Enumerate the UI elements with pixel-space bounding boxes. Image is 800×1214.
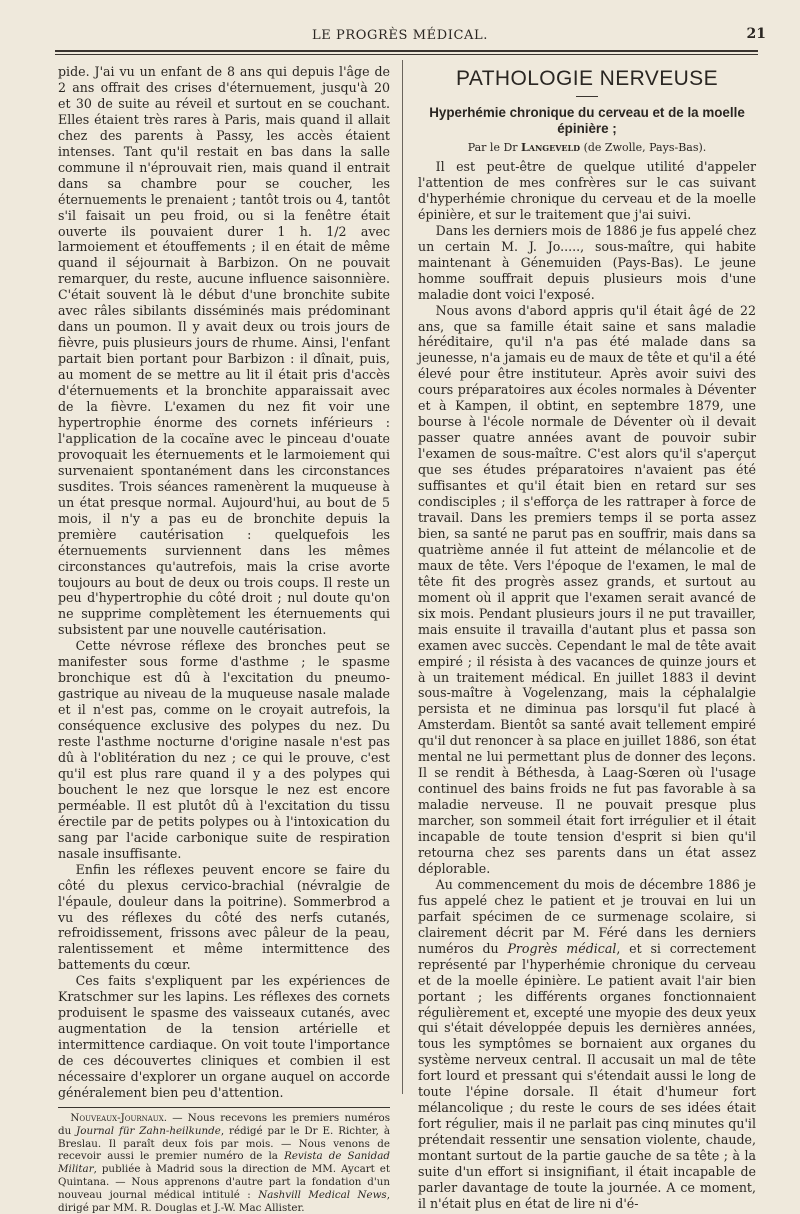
left-paragraph-3: Enfin les réflexes peuvent encore se faire du côté du plexus cervico-brachial (névralgie de l'épaule, douleur dans la poitrine). Sommerbrod a vu des réflexes du côté des nerfs cutanés, refroidissement, frissons avec pâleur de la peau, ralentissement et même intermittence des battements du cœur.	[58, 861, 390, 973]
right-paragraph-1: Il est peut-être de quelque utilité d'appeler l'attention de mes confrères sur le cas suivant d'hyperhémie chronique du cerveau et de la moelle épinière, et sur le traitement que j'ai suivi.	[418, 159, 756, 222]
notes-lead: Nouveaux-Journaux.	[70, 1111, 167, 1124]
progres-medical-ref: Progrès médical	[507, 940, 617, 956]
notes-journal-zahn: Journal für Zahn-heilkunde	[76, 1124, 221, 1137]
section-title: PATHOLOGIE NERVEUSE	[456, 67, 718, 90]
column-divider	[402, 60, 403, 1094]
title-dash	[576, 96, 598, 97]
byline-author: Langeveld	[521, 141, 581, 154]
byline-prefix: Par le Dr	[467, 141, 522, 154]
right-paragraph-4	[418, 877, 756, 1212]
page-header	[30, 28, 770, 50]
byline	[418, 140, 756, 155]
left-paragraph-1: pide. J'ai vu un enfant de 8 ans qui depuis l'âge de 2 ans offrait des crises d'éternuement, jusqu'à 20 et 30 de suite au réveil et surtout en se couchant. Elles étaient très rares à Paris, mais quand il allait chez des parents à Passy, les accès étaient intenses. Tant qu'il restait en bas dans la salle commune il n'éprouvait rien, mais quand il entrait dans sa chambre pour se coucher, les éternuements le prenaient ; tantôt trois ou 4, tantôt s'il faisait un peu froid, ou si la fenêtre était ouverte ils pouvaient durer 1 h. 1/2 avec larmoiement et étouffements ; il en était de même quand il séjournait à Barbizon. On ne pouvait remarquer, du reste, aucune influence saisonnière. C'était souvent là le début d'une bronchite subite avec râles sibilants disséminés mais prédominant dans un poumon. Il y avait deux ou trois jours de fièvre, puis plusieurs jours de rhume. Ainsi, l'enfant partait bien portant pour Barbizon : il dînait, puis, au moment de se mettre au lit il était pris d'accès d'éternuements et la bronchite apparaissait avec de la fièvre. L'examen du nez fit voir une hypertrophie énorme des cornets inférieurs : l'application de la cocaïne avec le pinceau d'ouate provoquait les éternuements et le larmoiement qui survenaient spontanément dans les circonstances susdites. Trois séances ramenèrent la muqueuse à un état presque normal. Aujourd'hui, au bout de 5 mois, il n'y a pas eu de bronchite depuis la première cautérisation : quelquefois les éternuements surviennent dans les mêmes circonstances qu'autrefois, mais la crise avorte toujours au bout de deux ou trois coups. Il reste un peu d'hypertrophie du côté droit ; nul doute qu'on ne supprime complètement les éternuements qui subsistent par une nouvelle cautérisation.	[58, 64, 390, 638]
notes-rule	[58, 1107, 390, 1108]
notes-text-b: , rédigé par le Dr E. Richter, à Breslau. Il paraît deux fois par mois. — Nous venons de recevoir aussi le premier numéro de la	[58, 1124, 390, 1163]
left-paragraph-2: Cette névrose réflexe des bronches peut se manifester sous forme d'asthme ; le spasme bronchique est dû à l'excitation du pneumo-gastrique au niveau de la muqueuse nasale malade et il n'est pas, comme on le croyait autrefois, la conséquence exclusive des polypes du nez. Du reste l'asthme nocturne d'origine nasale n'est pas dû à l'oblitération du nez ; ce qui le prouve, c'est qu'il est plus rare quand il y a des polypes qui bouchent le nez que lorsque le nez est encore perméable. Il est plutôt dû à l'excitation du tissu érectile par de petits polypes ou à l'intoxication du sang par l'acide carbonique suite de respiration nasale insuffisante.	[58, 638, 390, 861]
left-column	[58, 64, 390, 1214]
left-paragraph-4: Ces faits s'expliquent par les expériences de Kratschmer sur les lapins. Les réflexes des cornets produisent le spasme des vaisseaux cutanés, avec augmentation de la tension artérielle et intermittence cardiaque. On voit toute l'importance de ces découvertes cliniques et combien il est nécessaire d'explorer un organe auquel on accorde généralement bien peu d'attention.	[58, 973, 390, 1100]
notes-journal-revista: Revista de Sanidad Militar	[58, 1150, 390, 1176]
notes-text-a: — Nous recevons les premiers numéros du	[58, 1111, 390, 1137]
byline-suffix: (de Zwolle, Pays-Bas).	[580, 141, 707, 154]
right-column	[418, 64, 756, 1211]
header-rule	[55, 50, 758, 52]
notes-text-c: , publiée à Madrid sous la direction de MM. Aycart et Quintana. — Nous apprenons d'autre part la fondation d'un nouveau journal médical intitulé :	[58, 1163, 390, 1201]
right-paragraph-2: Dans les derniers mois de 1886 je fus appelé chez un certain M. J. Jo....., sous-maître, qui habite maintenant à Génemuiden (Pays-Bas). Le jeune homme souffrait depuis plusieurs mois d'une maladie dont voici l'exposé.	[418, 222, 756, 302]
article-title: Hyperhémie chronique du cerveau et de la moelle épinière ;	[429, 105, 745, 136]
notes-block	[58, 1112, 390, 1214]
header-rule-thin	[55, 54, 758, 55]
right-paragraph-4-rest: chronique du cerveau et de la moelle épinière. Le patient avait l'air bien portant ; les différents organes fonctionnaient régulièrement et, excepté une myopie des deux yeux qui s'était développée depuis les dernières années, tous les symptômes se bornaient aux organes du système nerveux central. Il accusait un mal de tête fort lourd et pressant qui s'étendait aussi le long de toute l'épine dorsale. Il était d'humeur fort mélancolique ; du reste le cours de ses idées était fort régulier, mais il ne parlait pas cinq minutes qu'il prétendait ressentir une sensation violente, chaude, montant surtout de la partie gauche de sa tête ; à la suite d'un effort si insignifiant, il était incapable de parler davantage de toute la journée. A ce moment, il n'était plus en état de lire ni d'é-	[418, 956, 756, 1211]
right-paragraph-4-tail: , et si correctement représenté par l'hyperhémie	[418, 940, 756, 972]
journal-title: LE PROGRÈS MÉDICAL.	[311, 28, 488, 43]
right-paragraph-4-head: Au commencement du mois de décembre 1886 je fus appelé chez le patient et je trouvai en lui un parfait spécimen de ce surmenage scolaire, si clairement décrit par M. Féré dans les derniers numéros du	[418, 876, 756, 956]
right-paragraph-3: Nous avons d'abord appris qu'il était âgé de 22 ans, que sa famille était saine et sans maladie héréditaire, qu'il n'a pas été malade dans sa jeunesse, n'a jamais eu de maux de tête et qu'il a été élevé pour être instituteur. Après avoir suivi des cours préparatoires aux écoles normales à Déventer et à Kampen, il obtint, en septembre 1879, une bourse à l'école normale de Déventer où il devait passer quatre années avant de pouvoir subir l'examen de sous-maître. C'est alors qu'il s'aperçut que ses études préparatoires n'avaient pas été suffisantes et qu'il était bien en retard sur ses condisciples ; il s'efforça de les rattraper à force de travail. Dans les premiers temps il se porta assez bien, sa santé ne parut pas en souffrir, mais dans sa quatrième année il fut atteint de mélancolie et de maux de tête. Vers l'époque de l'examen, le mal de tête fit des progrès assez grands, et surtout au moment où il apprit que l'examen serait avancé de six mois. Pendant plusieurs jours il ne put travailler, mais ensuite il travailla d'autant plus et passa son examen avec succès. Cependant le mal de tête avait empiré ; il résista à des vacances de quinze jours et à un traitement médical. En juillet 1883 il devint sous-maître à Vogelenzang, mais la céphalalgie persista et ne diminua pas lorsqu'il fut placé à Amsterdam. Bientôt sa santé avait tellement empiré qu'il dut renoncer à sa place en juillet 1886, son état mental ne lui permettant plus de donner des leçons. Il se rendit à Béthesda, à Laag-Sœren où l'usage continuel des bains froids ne fut pas favorable à sa maladie nerveuse. Il ne pouvait presque plus marcher, son sommeil était fort irrégulier et il était incapable de toute tension d'esprit si bien qu'il retourna chez ses parents dans un état assez déplorable.	[418, 302, 756, 876]
notes-journal-nashvill: Nashvill Medical News	[258, 1188, 387, 1201]
notes-text-d: , dirigé par MM. R. Douglas et J.-W. Mac Allister.	[58, 1188, 390, 1214]
page-number: 21	[746, 26, 766, 42]
